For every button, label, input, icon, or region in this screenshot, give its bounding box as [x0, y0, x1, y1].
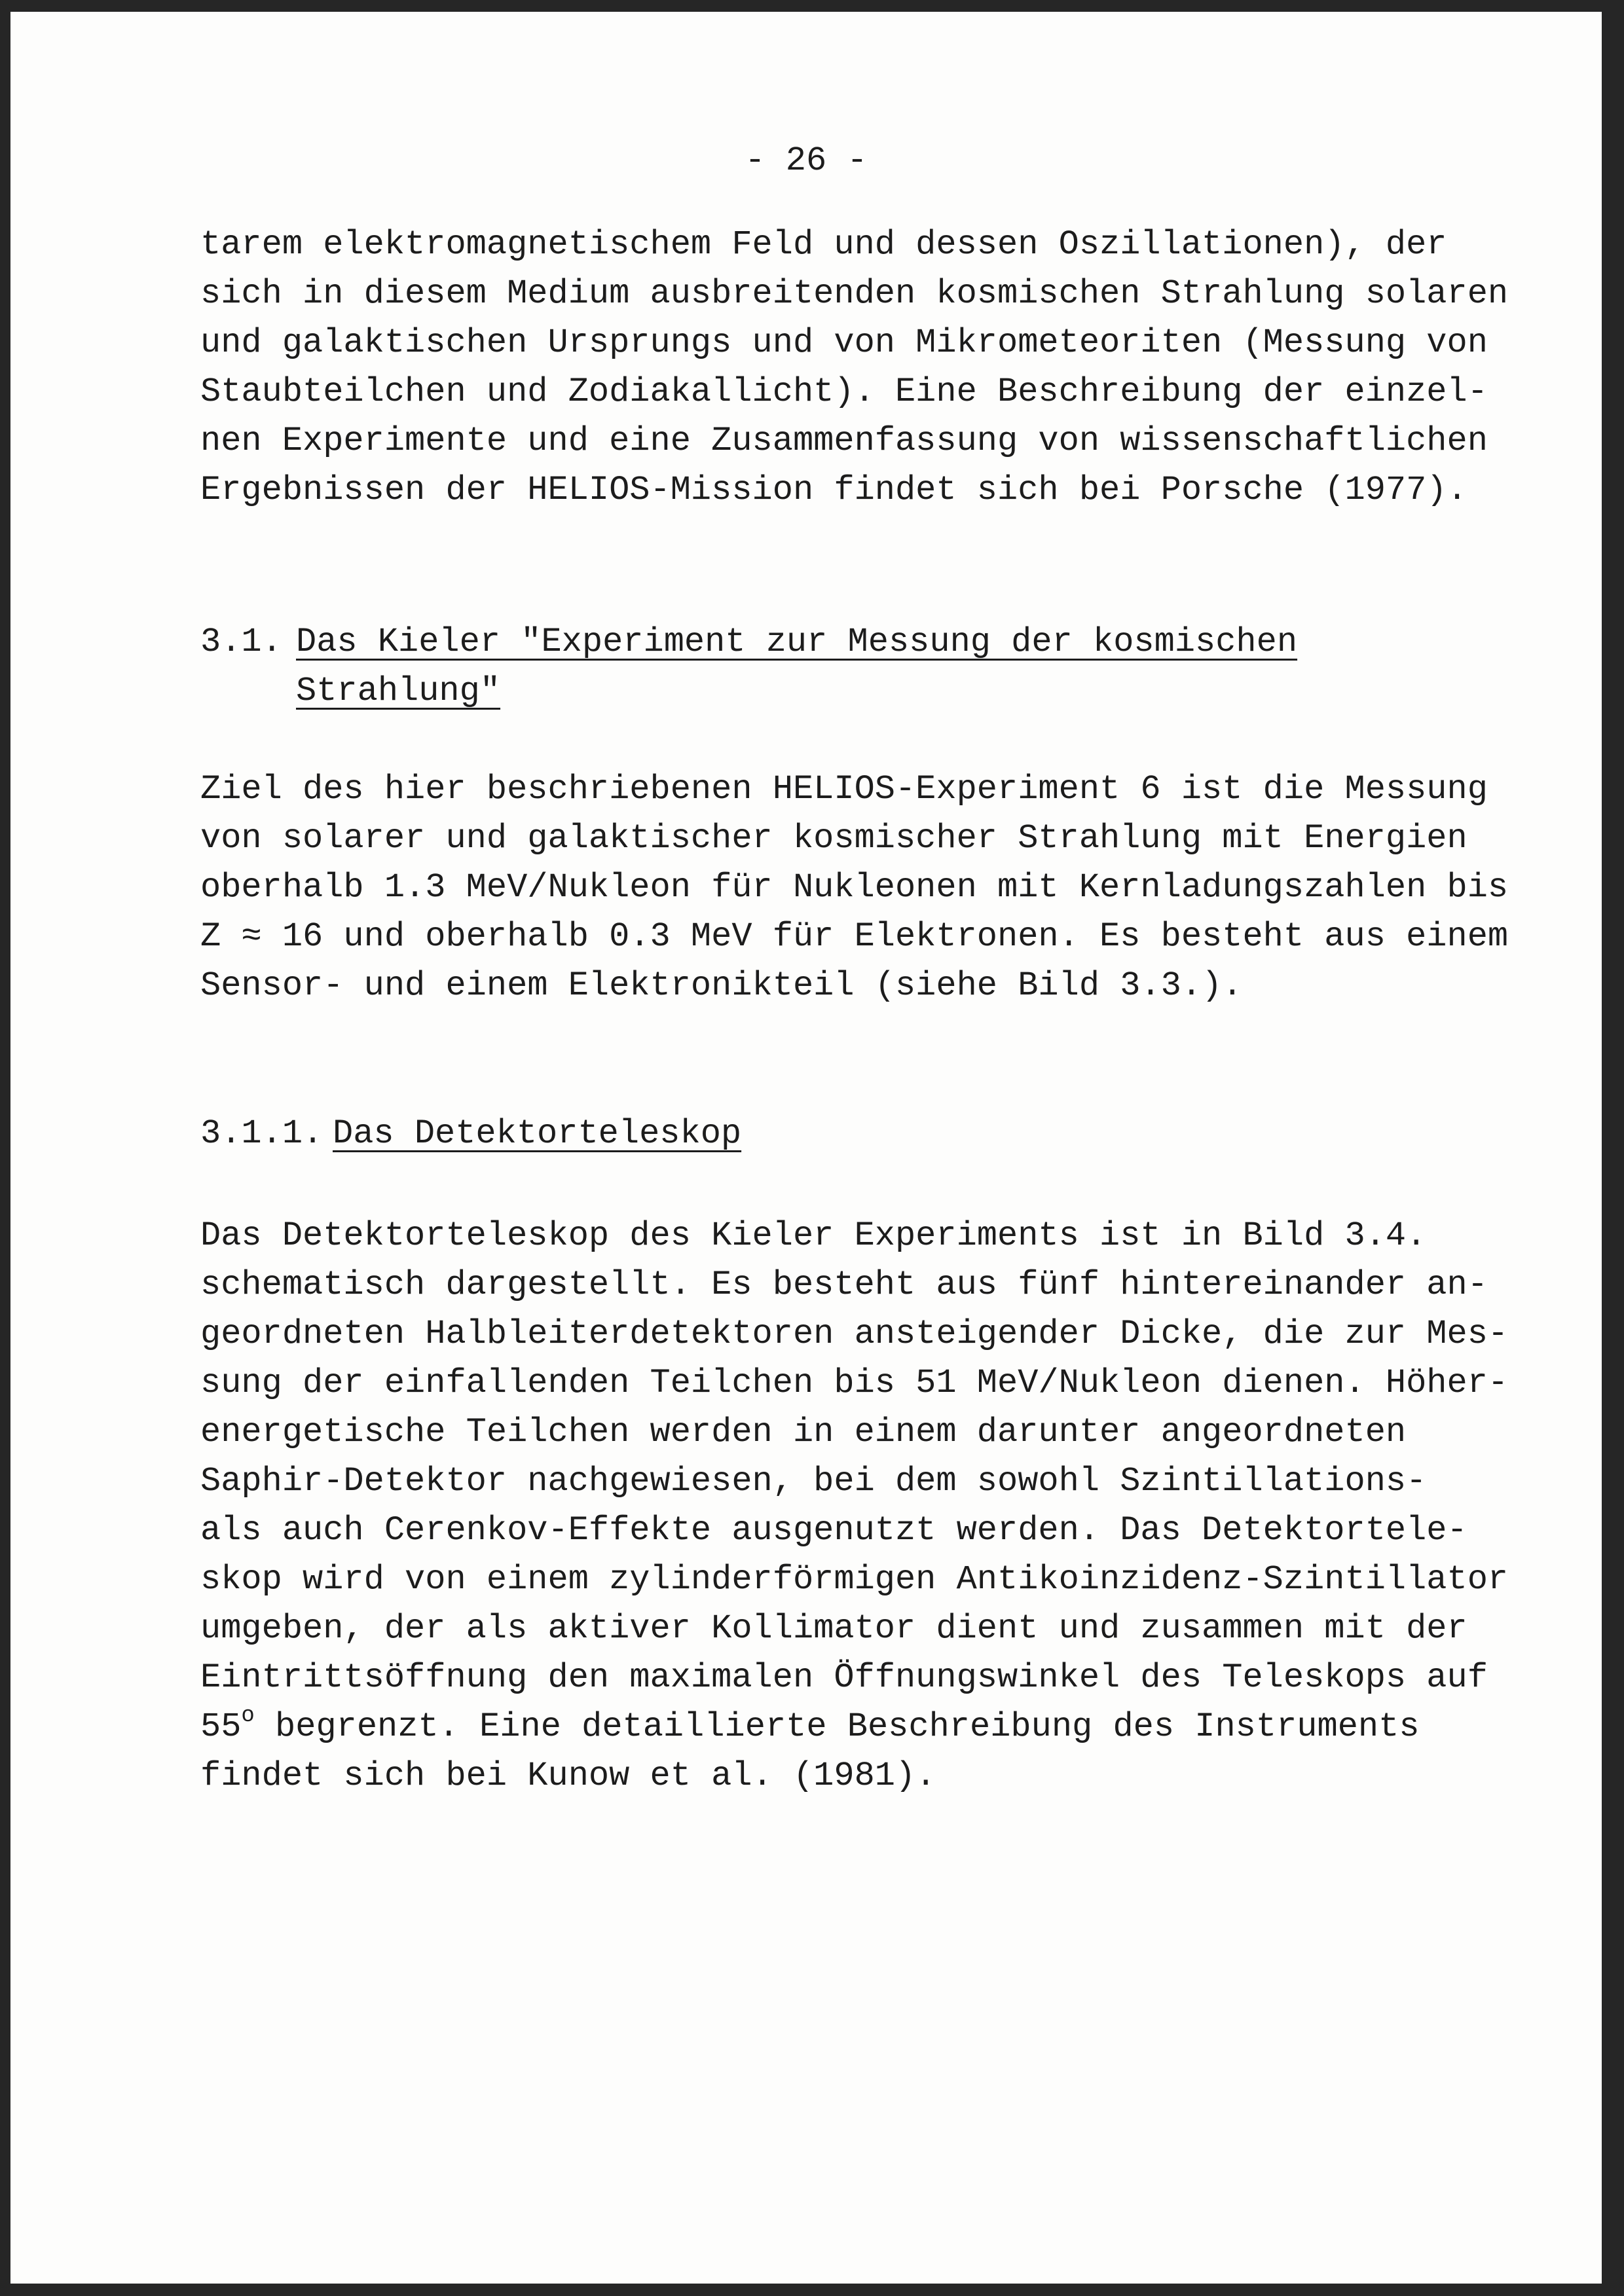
text-line: Eintrittsöffnung den maximalen Öffnungswinkel des Teleskops auf: [200, 1658, 1488, 1697]
text-line: [200, 1702, 1543, 1751]
text-line: schematisch dargestellt. Es besteht aus fünf hintereinander an-: [200, 1266, 1488, 1304]
angle-value: 55: [200, 1707, 242, 1746]
section-title-text: Das Detektorteleskop: [333, 1114, 742, 1153]
text-line: als auch Cerenkov-Effekte ausgenutzt werden. Das Detektortele-: [200, 1511, 1467, 1550]
paragraph-intro: [200, 220, 1543, 515]
paragraph-detector-telescope: [200, 1211, 1543, 1800]
text-line: Ergebnissen der HELIOS-Mission findet sich bei Porsche (1977).: [200, 471, 1467, 509]
line-rest: begrenzt. Eine detaillierte Beschreibung des Instruments: [254, 1707, 1420, 1746]
section-title-3-1: [296, 617, 1297, 716]
text-line: geordneten Halbleiterdetektoren ansteigender Dicke, die zur Mes-: [200, 1315, 1509, 1353]
text-line: findet sich bei Kunow et al. (1981).: [200, 1757, 936, 1795]
page-number: - 26 -: [745, 141, 868, 180]
degree-superscript: o: [241, 1704, 255, 1728]
paragraph-experiment-goal: [200, 765, 1543, 1010]
text-line: tarem elektromagnetischem Feld und dessen Oszillationen), der: [200, 225, 1447, 264]
section-title-3-1-1: [333, 1109, 741, 1158]
section-title-line: Strahlung": [296, 672, 501, 710]
text-line: umgeben, der als aktiver Kollimator dient und zusammen mit der: [200, 1609, 1467, 1648]
text-line: und galaktischen Ursprungs und von Mikrometeoriten (Messung von: [200, 323, 1488, 362]
text-line: nen Experimente und eine Zusammenfassung von wissenschaftlichen: [200, 422, 1488, 460]
text-line: Sensor- und einem Elektronikteil (siehe Bild 3.3.).: [200, 966, 1243, 1005]
text-line: Z ≈ 16 und oberhalb 0.3 MeV für Elektronen. Es besteht aus einem: [200, 917, 1509, 956]
text-line: Staubteilchen und Zodiakallicht). Eine Beschreibung der einzel-: [200, 373, 1488, 411]
text-line: sich in diesem Medium ausbreitenden kosmischen Strahlung solaren: [200, 274, 1509, 313]
text-line: skop wird von einem zylinderförmigen Antikoinzidenz-Szintillator: [200, 1560, 1509, 1599]
text-line: Saphir-Detektor nachgewiesen, bei dem sowohl Szintillations-: [200, 1462, 1427, 1501]
document-page: [10, 12, 1602, 2284]
text-line: energetische Teilchen werden in einem darunter angeordneten: [200, 1413, 1407, 1451]
text-line: von solarer und galaktischer kosmischer Strahlung mit Energien: [200, 819, 1467, 858]
section-title-line: Das Kieler "Experiment zur Messung der kosmischen: [296, 623, 1298, 661]
text-line: oberhalb 1.3 MeV/Nukleon für Nukleonen mit Kernladungszahlen bis: [200, 868, 1509, 907]
text-line: sung der einfallenden Teilchen bis 51 MeV/Nukleon dienen. Höher-: [200, 1364, 1509, 1402]
section-number-3-1: 3.1.: [200, 623, 282, 661]
section-number-3-1-1: 3.1.1.: [200, 1114, 323, 1153]
text-line: Das Detektorteleskop des Kieler Experiments ist in Bild 3.4.: [200, 1216, 1427, 1255]
text-line: Ziel des hier beschriebenen HELIOS-Experiment 6 ist die Messung: [200, 770, 1488, 809]
